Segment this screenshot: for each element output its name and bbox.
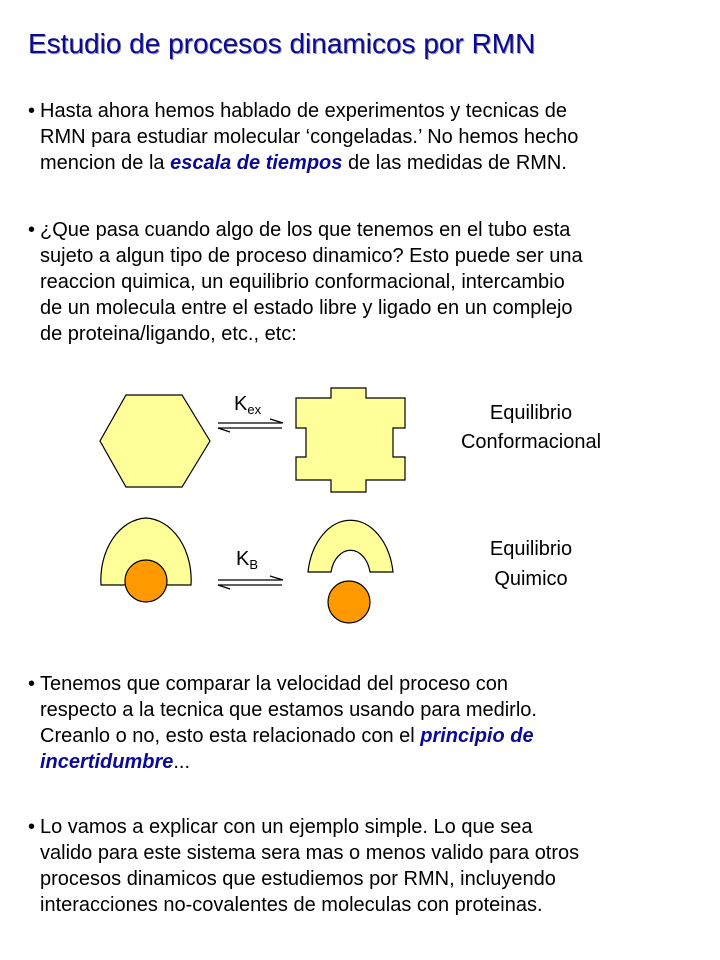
ligand-ball-bound <box>125 560 167 602</box>
bullet-text-line: Lo vamos a explicar con un ejemplo simple. Lo que sea <box>40 816 533 838</box>
cross-shape <box>296 388 405 492</box>
equilibrium-label-1-line2: Conformacional <box>460 431 602 453</box>
bullet-text-line: de un molecula entre el estado libre y ligado en un complejo <box>40 297 573 319</box>
bullet-dot: • <box>28 219 36 241</box>
bullet-text-line: RMN para estudiar molecular ‘congeladas.’ No hemos hecho <box>40 126 579 148</box>
text-segment: mencion de la <box>40 152 171 174</box>
bullet-text-line: sujeto a algun tipo de proceso dinamico? Esto puede ser una <box>40 245 583 267</box>
hexagon-shape <box>100 395 210 487</box>
kb-label: $K_B$ <box>236 548 259 572</box>
bullet-text-line: ¿Que pasa cuando algo de los que tenemos en el tubo esta <box>40 219 571 241</box>
bullet-timescale <box>28 98 578 176</box>
bullet-text-line <box>40 749 537 775</box>
bullet-comparison <box>28 671 537 775</box>
bullet-text-line <box>40 723 537 749</box>
emphasis-text: incertidumbre <box>40 751 174 773</box>
bullet-dot: • <box>28 100 36 122</box>
bullet-text-line: Tenemos que comparar la velocidad del proceso con <box>40 673 509 695</box>
kex-label: $K_{ex}$ <box>234 393 262 417</box>
bullet-text-line: respecto a la tecnica que estamos usando para medirlo. <box>40 699 537 721</box>
bullet-dot: • <box>28 673 36 695</box>
bullet-dot: • <box>28 816 36 838</box>
bullet-dynamic-process <box>28 217 583 347</box>
bullet-text-line <box>40 150 578 176</box>
equilibrium-arrows-kex <box>218 419 283 432</box>
equilibrium-diagram <box>0 370 720 650</box>
emphasis-text: principio de <box>420 725 534 747</box>
bullet-text-line: interacciones no-covalentes de moleculas con proteinas. <box>40 894 543 916</box>
bullet-example <box>28 814 579 918</box>
bullet-text-line: reaccion quimica, un equilibrio conformacional, intercambio <box>40 271 565 293</box>
bullet-text-line: valido para este sistema sera mas o menos valido para otros <box>40 842 580 864</box>
bullet-text-line: Hasta ahora hemos hablado de experimentos y tecnicas de <box>40 100 567 122</box>
bullet-text-line: procesos dinamicos que estudiemos por RMN, incluyendo <box>40 868 556 890</box>
equilibrium-label-2-line2: Quimico <box>494 568 568 590</box>
ligand-ball-free <box>328 581 370 623</box>
text-segment: Creanlo o no, esto esta relacionado con el <box>40 725 421 747</box>
text-segment: de las medidas de RMN. <box>342 152 567 174</box>
text-segment: ... <box>173 751 191 773</box>
emphasis-text: escala de tiempos <box>170 152 343 174</box>
page-title: Estudio de procesos dinamicos por RMN <box>28 28 536 59</box>
bullet-text-line: de proteina/ligando, etc., etc: <box>40 323 297 345</box>
equilibrium-arrows-kb <box>218 576 283 589</box>
arch-shape-free <box>308 520 393 572</box>
equilibrium-label-1-line1: Equilibrio <box>489 402 573 424</box>
equilibrium-label-2-line1: Equilibrio <box>489 538 573 560</box>
